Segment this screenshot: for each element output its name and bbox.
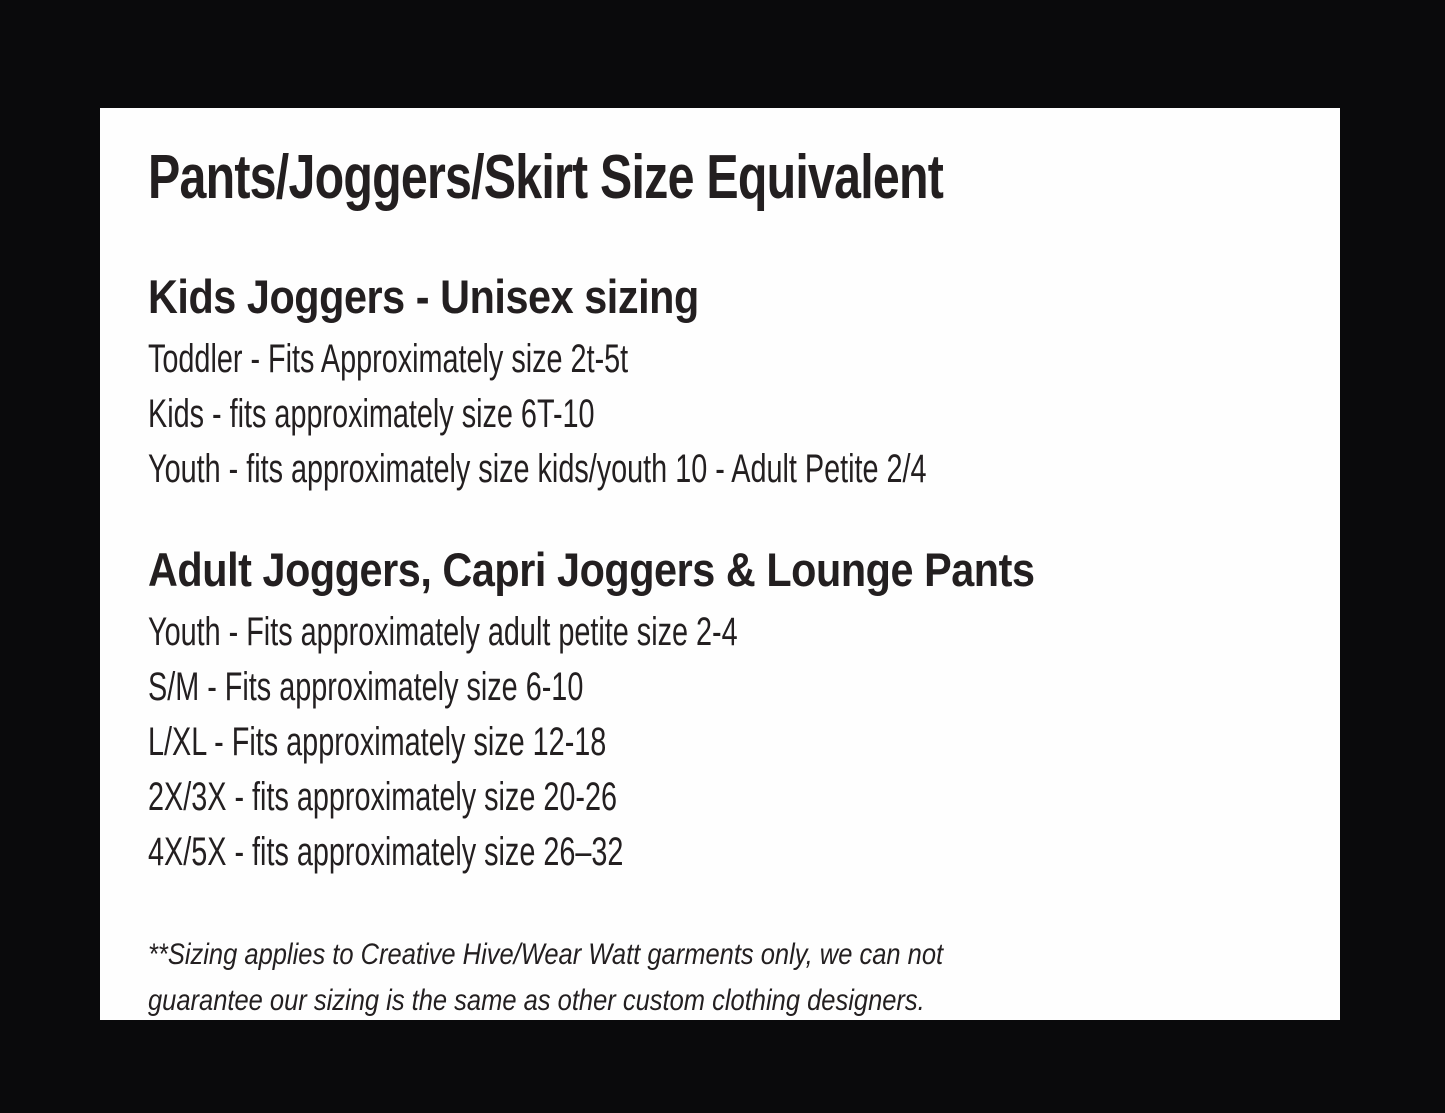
size-line-youth-kids-text: Youth - fits approximately size kids/youth 10 - Adult Petite 2/4 — [148, 447, 927, 492]
page-title — [148, 144, 1310, 212]
page-title-text: Pants/Joggers/Skirt Size Equivalent — [148, 143, 944, 212]
size-line-youth-kids — [148, 442, 1310, 497]
size-line-lxl-text: L/XL - Fits approximately size 12-18 — [148, 720, 607, 765]
adult-joggers-heading-text: Adult Joggers, Capri Joggers & Lounge Pants — [148, 543, 1035, 597]
adult-joggers-heading — [148, 543, 1310, 597]
size-line-youth-adult — [148, 605, 1310, 660]
size-line-youth-adult-text: Youth - Fits approximately adult petite size 2-4 — [148, 610, 738, 655]
sizing-disclaimer-line2: guarantee our sizing is the same as other custom clothing designers. — [148, 984, 925, 1018]
size-line-toddler — [148, 332, 1310, 387]
kids-joggers-heading — [148, 270, 1310, 324]
size-line-4x5x — [148, 825, 1310, 880]
size-line-kids — [148, 387, 1310, 442]
size-chart-card — [100, 108, 1340, 1020]
sizing-disclaimer — [148, 932, 1310, 1024]
size-line-2x3x — [148, 770, 1310, 825]
size-line-lxl — [148, 715, 1310, 770]
size-line-2x3x-text: 2X/3X - fits approximately size 20-26 — [148, 775, 618, 820]
size-line-kids-text: Kids - fits approximately size 6T-10 — [148, 392, 595, 437]
size-line-toddler-text: Toddler - Fits Approximately size 2t-5t — [148, 337, 629, 382]
size-line-sm-text: S/M - Fits approximately size 6-10 — [148, 665, 584, 710]
kids-joggers-heading-text: Kids Joggers - Unisex sizing — [148, 270, 699, 324]
sizing-disclaimer-line1: **Sizing applies to Creative Hive/Wear Watt garments only, we can not — [148, 938, 944, 972]
kids-joggers-section — [148, 270, 1310, 497]
adult-joggers-section — [148, 543, 1310, 880]
size-line-sm — [148, 660, 1310, 715]
size-line-4x5x-text: 4X/5X - fits approximately size 26–32 — [148, 830, 624, 875]
